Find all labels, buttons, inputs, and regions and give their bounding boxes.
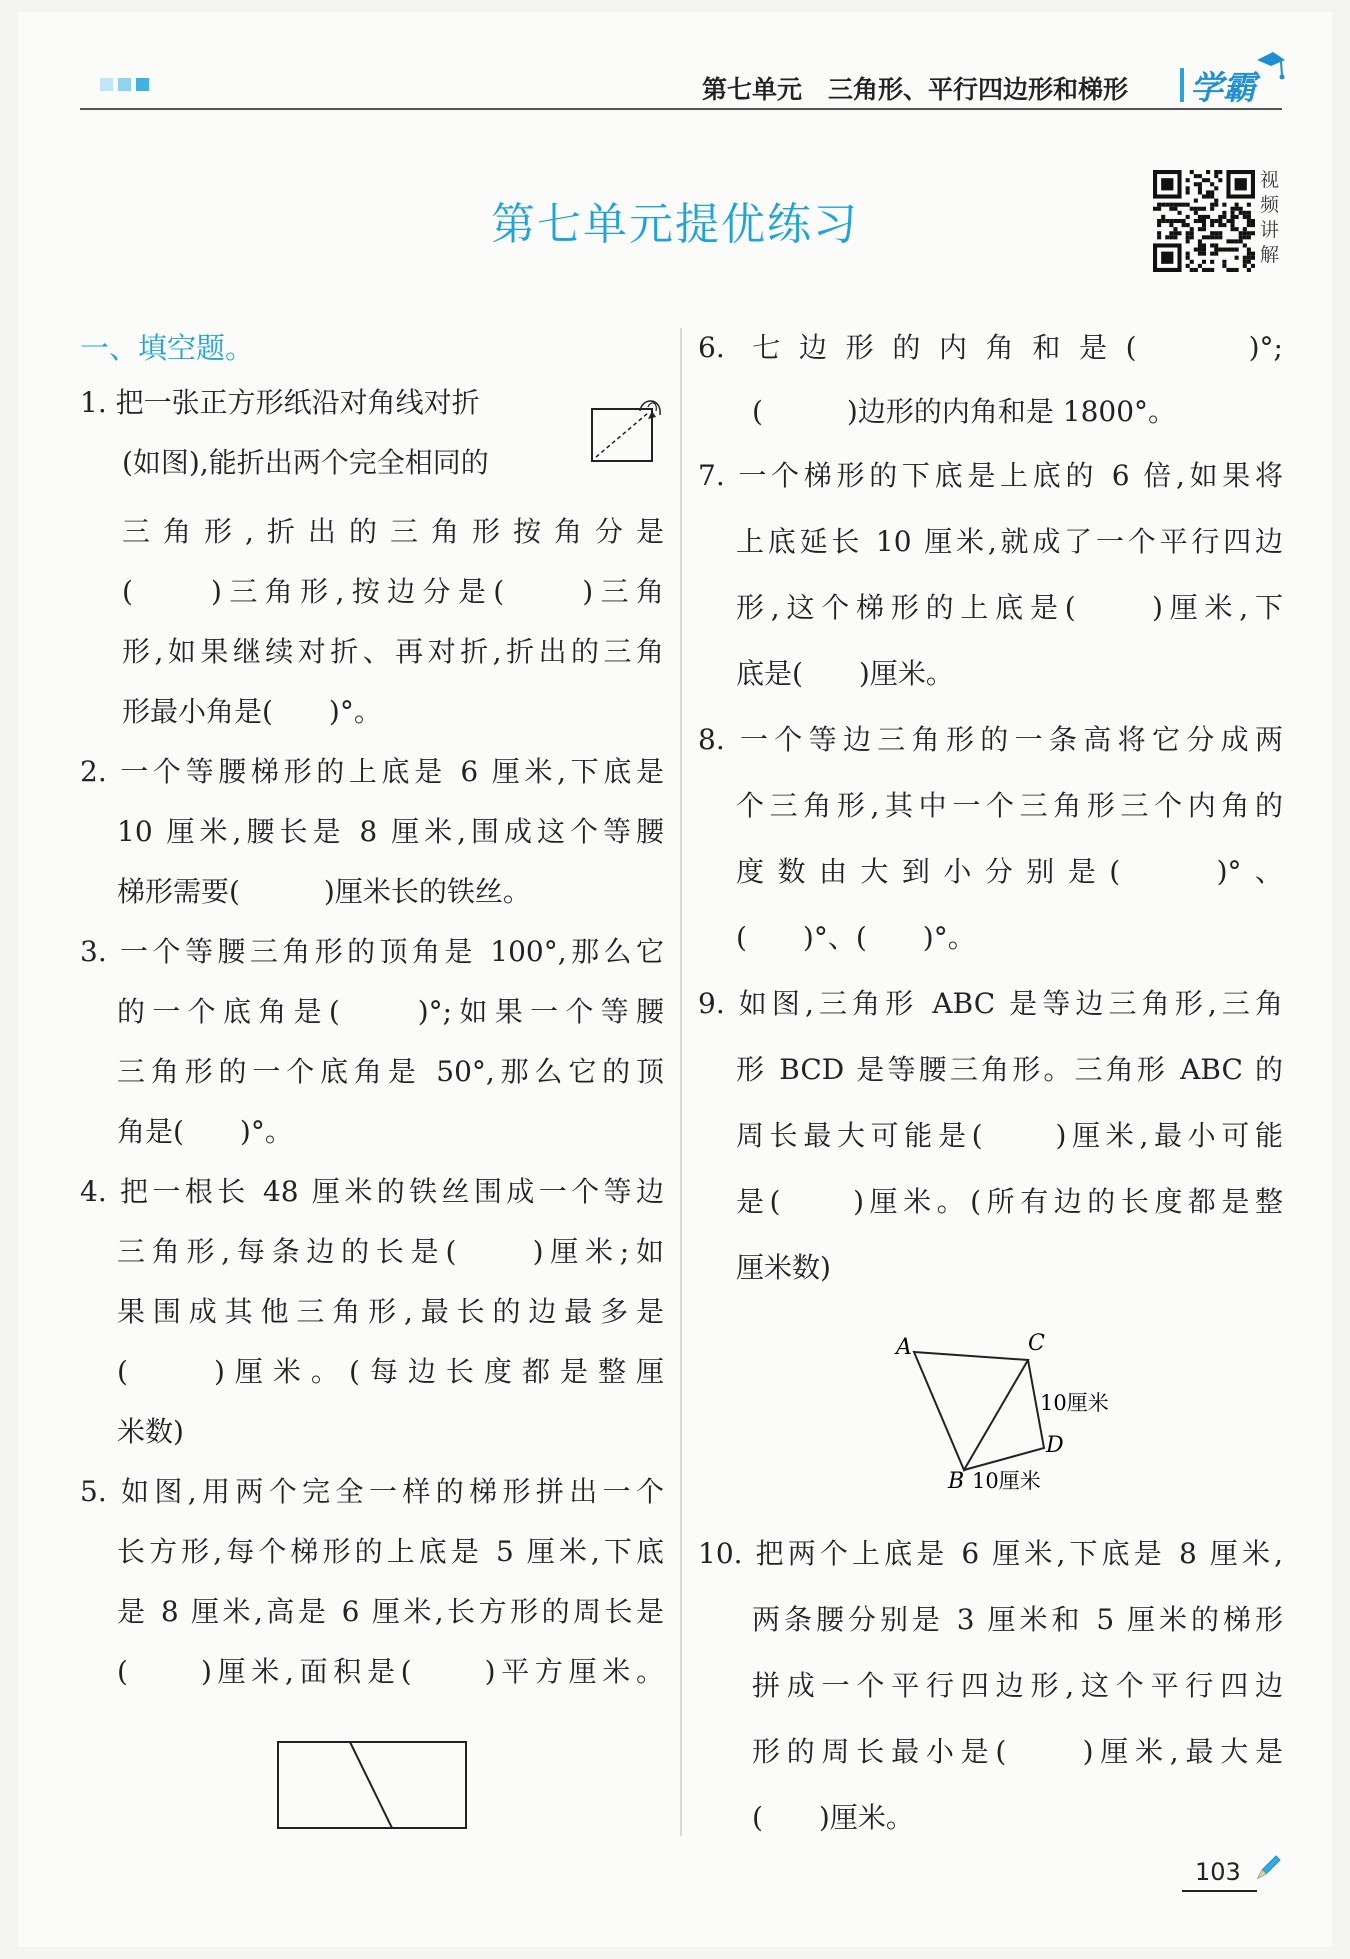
question-line: 三角形,折出的三角形按角分是: [122, 515, 664, 548]
vertex-label-b: B: [948, 1469, 965, 1490]
vertex-label-d: D: [1046, 1433, 1064, 1458]
question-line: ( )边形的内角和是 1800°。: [752, 395, 1177, 428]
header-decoration: [100, 78, 149, 91]
side-label-cd: 10厘米: [1040, 1391, 1109, 1415]
question-line: ( )°、( )°。: [736, 921, 976, 954]
triangle-abcd-figure: [890, 1330, 1140, 1490]
question-line: 7. 一个梯形的下底是上底的 6 倍,如果将: [698, 459, 1283, 492]
header-topic: 三角形、平行四边形和梯形: [828, 75, 1129, 104]
brand-logo: 学霸: [1190, 68, 1256, 107]
question-line: 形的周长最小是( )厘米,最大是: [752, 1735, 1283, 1768]
question-line: ( )三角形,按边分是( )三角: [122, 575, 664, 608]
question-line: 周长最大可能是( )厘米,最小可能: [736, 1119, 1283, 1152]
question-line: 拼成一个平行四边形,这个平行四边: [752, 1669, 1283, 1702]
question-line: 5. 如图,用两个完全一样的梯形拼出一个: [80, 1475, 664, 1508]
question-line: ( )厘米。: [752, 1801, 914, 1834]
header-rule: [80, 108, 1282, 110]
question-line: 度数由大到小分别是( )°、: [736, 855, 1283, 888]
question-line: 个三角形,其中一个三角形三个内角的: [736, 789, 1283, 822]
question-line: 三角形的一个底角是 50°,那么它的顶: [117, 1055, 664, 1088]
video-explanation-label: 视频讲解: [1260, 169, 1280, 266]
question-line: 角是( )°。: [117, 1115, 293, 1148]
question-line: 三角形,每条边的长是( )厘米;如: [117, 1235, 664, 1268]
question-line: 8. 一个等边三角形的一条高将它分成两: [698, 723, 1283, 756]
header-divider: [1180, 68, 1184, 102]
column-divider: [680, 328, 682, 1836]
question-line: 形 BCD 是等腰三角形。三角形 ABC 的: [736, 1053, 1283, 1086]
question-line: 形,如果继续对折、再对折,折出的三角: [122, 635, 664, 668]
graduation-cap-icon: [1255, 50, 1287, 84]
question-line: 厘米数): [736, 1251, 831, 1284]
question-line: 2. 一个等腰梯形的上底是 6 厘米,下底是: [80, 755, 664, 788]
question-line: 形,这个梯形的上底是( )厘米,下: [736, 591, 1283, 624]
header-unit: 第七单元: [702, 75, 803, 104]
question-line: 3. 一个等腰三角形的顶角是 100°,那么它: [80, 935, 664, 968]
running-header: [702, 70, 1128, 106]
question-line: 米数): [117, 1415, 184, 1448]
question-line: 6. 七边形的内角和是( )°;: [698, 331, 1283, 364]
question-line: 长方形,每个梯形的上底是 5 厘米,下底: [117, 1535, 664, 1568]
vertex-label-c: C: [1028, 1331, 1045, 1356]
question-line: 两条腰分别是 3 厘米和 5 厘米的梯形: [752, 1603, 1283, 1636]
question-line: 果围成其他三角形,最长的边最多是: [117, 1295, 664, 1328]
rectangle-two-trapezoids-figure: [276, 1740, 470, 1832]
question-line: 上底延长 10 厘米,就成了一个平行四边: [736, 525, 1283, 558]
question-line: 的一个底角是( )°;如果一个等腰: [117, 995, 664, 1028]
section-title: 一、填空题。: [80, 331, 255, 365]
question-line: 梯形需要( )厘米长的铁丝。: [117, 875, 531, 908]
question-line: 10. 把两个上底是 6 厘米,下底是 8 厘米,: [698, 1537, 1283, 1570]
question-line: ( )厘米,面积是( )平方厘米。: [117, 1655, 664, 1688]
pencil-icon: [1254, 1852, 1284, 1882]
side-label-bd: 10厘米: [972, 1469, 1041, 1490]
question-line: 是 8 厘米,高是 6 厘米,长方形的周长是: [117, 1595, 664, 1628]
folded-square-figure: [590, 397, 670, 465]
question-line: (如图),能折出两个完全相同的: [122, 446, 489, 479]
question-line: 形最小角是( )°。: [122, 695, 382, 728]
qr-code-icon[interactable]: [1153, 170, 1255, 272]
question-line: 4. 把一根长 48 厘米的铁丝围成一个等边: [80, 1175, 664, 1208]
question-line: ( )厘米。(每边长度都是整厘: [117, 1355, 664, 1388]
question-line: 9. 如图,三角形 ABC 是等边三角形,三角: [698, 987, 1283, 1020]
page-number: 103: [1195, 1858, 1241, 1886]
header-square: [136, 78, 149, 91]
page-title: 第七单元提优练习: [491, 199, 859, 250]
page-number-underline: [1182, 1890, 1257, 1892]
question-line: 10 厘米,腰长是 8 厘米,围成这个等腰: [117, 815, 664, 848]
header-square: [118, 78, 131, 91]
question-line: 底是( )厘米。: [736, 657, 954, 690]
question-line: 是( )厘米。(所有边的长度都是整: [736, 1185, 1283, 1218]
question-line: 1. 把一张正方形纸沿对角线对折: [80, 386, 480, 419]
vertex-label-a: A: [896, 1335, 912, 1360]
header-square: [100, 78, 113, 91]
